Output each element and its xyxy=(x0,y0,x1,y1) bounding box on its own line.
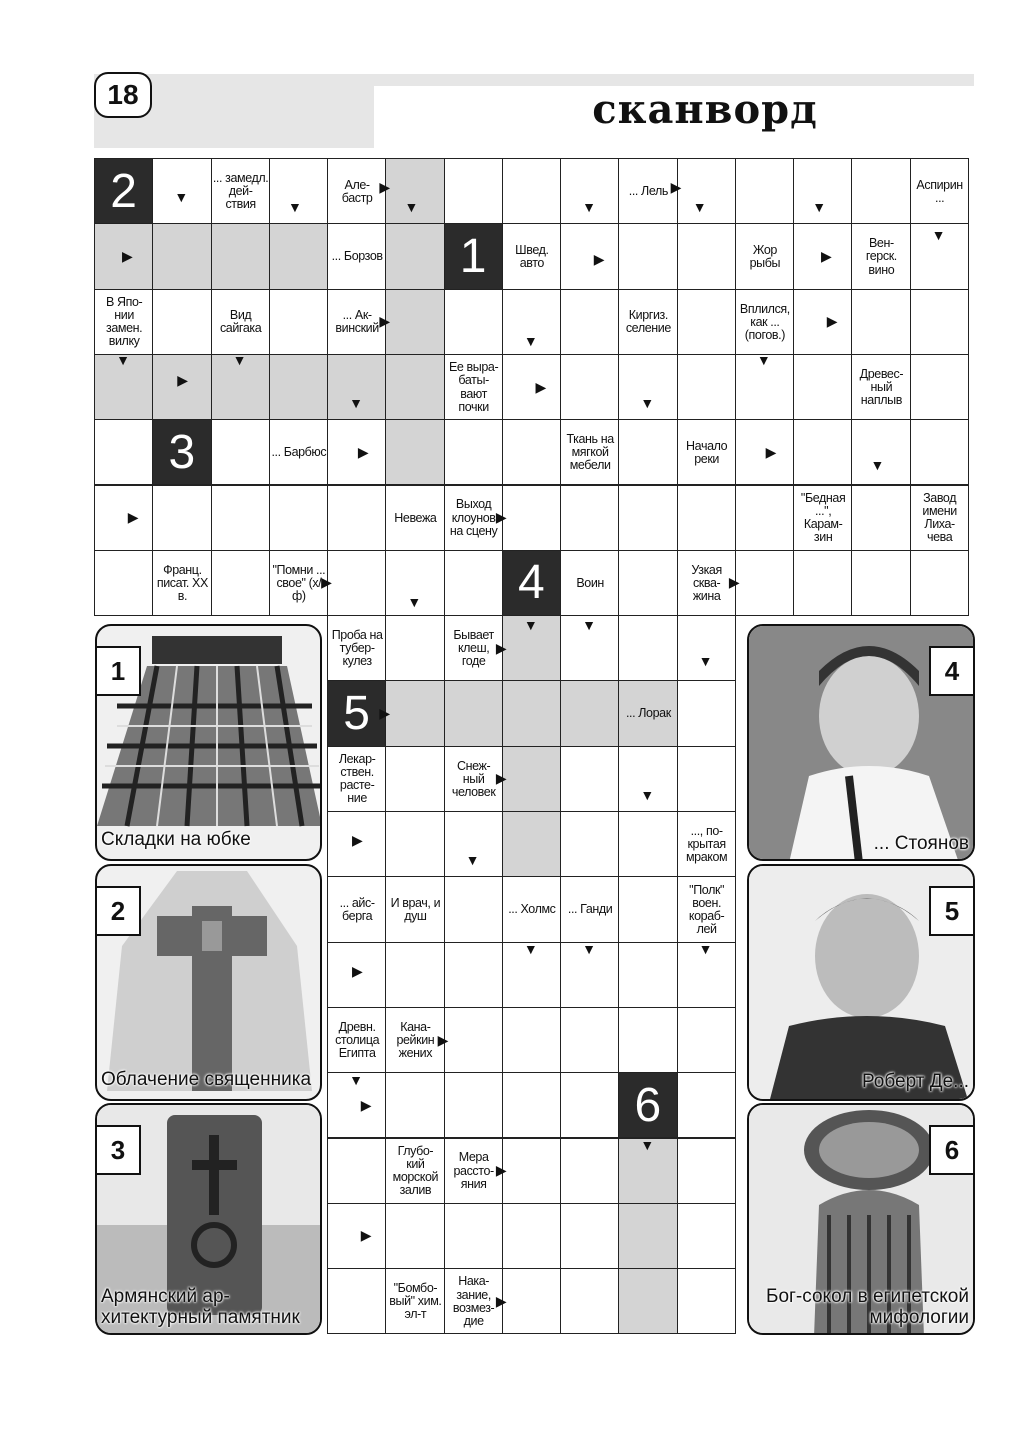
answer-cell[interactable] xyxy=(444,1072,503,1138)
answer-cell[interactable] xyxy=(502,158,561,224)
answer-cell[interactable] xyxy=(735,158,794,224)
answer-cell[interactable] xyxy=(269,354,328,420)
answer-cell[interactable] xyxy=(269,289,328,355)
answer-cell[interactable] xyxy=(444,680,503,746)
clue-cell xyxy=(327,876,386,942)
arrow-right-icon: ▶ xyxy=(379,705,391,722)
photo-number: 6 xyxy=(929,1125,975,1175)
clue-text: Вид сайгака xyxy=(219,308,262,336)
answer-cell[interactable] xyxy=(152,485,211,551)
answer-cell[interactable] xyxy=(502,1007,561,1073)
clue-text: Выход клоунов на сцену xyxy=(449,497,498,538)
answer-cell[interactable] xyxy=(851,289,910,355)
answer-cell[interactable] xyxy=(560,1203,619,1269)
answer-cell[interactable] xyxy=(502,419,561,485)
answer-cell[interactable] xyxy=(560,746,619,812)
clue-text: "Полк" воен. кораб- лей xyxy=(688,882,725,937)
clue-cell xyxy=(269,419,328,485)
arrow-right-icon: ▶ xyxy=(121,247,133,264)
clue-text: И врач, и душ xyxy=(390,895,441,923)
answer-cell[interactable] xyxy=(677,485,736,551)
clue-text: Завод имени Лиха- чева xyxy=(922,490,957,545)
answer-cell[interactable] xyxy=(677,680,736,746)
answer-cell[interactable] xyxy=(618,942,677,1008)
arrow-right-icon: ▶ xyxy=(352,832,363,849)
arrow-down-icon: ▼ xyxy=(756,352,771,369)
arrow-right-icon: ▶ xyxy=(360,1096,372,1113)
answer-cell[interactable] xyxy=(444,158,503,224)
clue-cell xyxy=(211,289,270,355)
arrow-down-icon: ▼ xyxy=(523,332,538,349)
clue-text: ... Борзов xyxy=(331,249,383,264)
photo-number: 5 xyxy=(929,886,975,936)
answer-cell[interactable] xyxy=(152,289,211,355)
arrow-down-icon: ▼ xyxy=(698,652,713,669)
clue-cell xyxy=(269,550,328,616)
answer-cell[interactable] xyxy=(385,419,444,485)
answer-cell[interactable] xyxy=(677,746,736,812)
clue-cell xyxy=(444,746,503,812)
clue-cell xyxy=(618,680,677,746)
arrow-down-icon: ▼ xyxy=(582,616,596,633)
clue-cell xyxy=(327,1007,386,1073)
clue-text: Ее выра- баты- вают почки xyxy=(448,360,499,414)
clue-text: ... Ганди xyxy=(567,902,613,917)
clue-text: Жор рыбы xyxy=(749,242,781,270)
photo-skirt xyxy=(95,624,322,861)
clue-text: Снеж- ный человек xyxy=(451,758,496,799)
answer-cell[interactable] xyxy=(793,289,852,355)
arrow-right-icon: ▶ xyxy=(495,1162,507,1179)
clue-cell xyxy=(327,615,386,681)
photo-caption: Роберт Де... xyxy=(861,1071,969,1093)
answer-cell[interactable] xyxy=(560,811,619,877)
clue-text: Невежа xyxy=(394,510,437,525)
answer-cell[interactable] xyxy=(385,354,444,420)
number-cell: 3 xyxy=(152,419,211,485)
number-cell: 6 xyxy=(618,1072,677,1138)
arrow-down-icon: ▼ xyxy=(287,198,302,215)
clue-text: Начало реки xyxy=(686,438,728,466)
arrow-down-icon: ▼ xyxy=(640,394,655,411)
answer-cell[interactable] xyxy=(385,746,444,812)
answer-cell[interactable] xyxy=(444,419,503,485)
answer-cell[interactable] xyxy=(444,942,503,1008)
clue-cell xyxy=(327,289,386,355)
clue-cell xyxy=(677,419,736,485)
answer-cell[interactable] xyxy=(152,223,211,289)
arrow-down-icon: ▼ xyxy=(812,198,827,215)
arrow-down-icon: ▼ xyxy=(692,198,707,215)
answer-cell[interactable] xyxy=(910,354,969,420)
clue-text: Кана- рейкин жених xyxy=(396,1019,435,1061)
clue-text: Воин xyxy=(576,575,604,590)
arrow-down-icon: ▼ xyxy=(407,594,422,611)
clue-cell xyxy=(385,1007,444,1073)
arrow-down-icon: ▼ xyxy=(116,352,130,369)
arrow-right-icon: ▶ xyxy=(177,372,189,389)
answer-cell[interactable] xyxy=(385,1072,444,1138)
clue-cell xyxy=(327,223,386,289)
answer-cell[interactable] xyxy=(677,223,736,289)
clue-cell xyxy=(560,550,619,616)
answer-cell[interactable] xyxy=(502,811,561,877)
answer-cell[interactable] xyxy=(560,223,619,289)
arrow-right-icon: ▶ xyxy=(535,378,547,395)
answer-cell[interactable] xyxy=(677,354,736,420)
clue-text: Вен- герск. вино xyxy=(865,236,897,277)
answer-cell[interactable] xyxy=(793,419,852,485)
clue-text: ... Холмс xyxy=(508,902,556,917)
arrow-right-icon: ▶ xyxy=(352,962,363,979)
answer-cell[interactable] xyxy=(735,419,794,485)
photo-number: 4 xyxy=(929,646,975,696)
clue-cell xyxy=(327,746,386,812)
arrow-down-icon: ▼ xyxy=(640,786,655,803)
clue-text: Але- бастр xyxy=(341,177,373,205)
photo-khachkar xyxy=(95,1103,322,1335)
clue-cell xyxy=(735,223,794,289)
arrow-right-icon: ▶ xyxy=(321,574,332,591)
arrow-down-icon: ▼ xyxy=(174,189,189,206)
arrow-down-icon: ▼ xyxy=(931,227,946,244)
answer-cell[interactable] xyxy=(618,1007,677,1073)
answer-cell[interactable] xyxy=(560,485,619,551)
answer-cell[interactable] xyxy=(735,550,794,616)
arrow-right-icon: ▶ xyxy=(495,770,507,787)
answer-cell[interactable] xyxy=(560,289,619,355)
answer-cell[interactable] xyxy=(444,1203,503,1269)
clue-text: ... Ак- винский xyxy=(335,308,379,336)
arrow-right-icon: ▶ xyxy=(593,251,605,268)
arrow-right-icon: ▶ xyxy=(379,313,391,330)
arrow-down-icon: ▼ xyxy=(640,1137,655,1154)
answer-cell[interactable] xyxy=(269,223,328,289)
answer-cell[interactable] xyxy=(94,485,153,551)
answer-cell[interactable] xyxy=(385,615,444,681)
answer-cell[interactable] xyxy=(618,223,677,289)
answer-cell[interactable] xyxy=(502,354,561,420)
page-title: сканворд xyxy=(592,86,818,133)
clue-cell xyxy=(444,354,503,420)
clue-text: "Бомбо- вый" хим. эл-т xyxy=(389,1281,442,1322)
clue-cell xyxy=(444,615,503,681)
answer-cell[interactable] xyxy=(618,876,677,942)
clue-cell xyxy=(851,354,910,420)
answer-cell[interactable] xyxy=(851,158,910,224)
clue-text: Ткань на мягкой мебели xyxy=(566,432,614,473)
answer-cell[interactable] xyxy=(560,1072,619,1138)
answer-cell[interactable] xyxy=(502,485,561,551)
answer-cell[interactable] xyxy=(851,485,910,551)
answer-cell[interactable] xyxy=(560,1138,619,1204)
clue-cell xyxy=(444,1138,503,1204)
answer-cell[interactable] xyxy=(444,1007,503,1073)
answer-cell[interactable] xyxy=(211,223,270,289)
clue-text: Киргиз. селение xyxy=(625,308,671,336)
clue-text: Аспирин ... xyxy=(916,177,963,205)
photo-number: 2 xyxy=(95,886,141,936)
answer-cell[interactable] xyxy=(211,485,270,551)
answer-cell[interactable] xyxy=(618,419,677,485)
clue-text: Нака- зание, возмез- дие xyxy=(452,1274,495,1328)
arrow-right-icon: ▶ xyxy=(820,247,832,264)
clue-cell xyxy=(735,289,794,355)
clue-cell xyxy=(560,419,619,485)
clue-text: Узкая сква- жина xyxy=(691,562,722,603)
clue-text: ... айс- берга xyxy=(339,895,375,923)
number-cell: 2 xyxy=(94,158,153,224)
answer-cell[interactable] xyxy=(560,354,619,420)
answer-cell[interactable] xyxy=(269,485,328,551)
clue-cell xyxy=(385,876,444,942)
arrow-right-icon: ▶ xyxy=(495,639,507,656)
answer-cell[interactable] xyxy=(677,1203,736,1269)
clue-cell xyxy=(910,158,969,224)
answer-cell[interactable] xyxy=(560,1007,619,1073)
answer-cell[interactable] xyxy=(910,550,969,616)
clue-cell xyxy=(444,485,503,551)
arrow-down-icon: ▼ xyxy=(698,941,713,958)
clue-cell xyxy=(444,1268,503,1334)
photo-caption: ... Стоянов xyxy=(873,833,969,855)
answer-cell[interactable] xyxy=(677,1268,736,1334)
clue-text: Древес- ный наплыв xyxy=(859,366,904,408)
answer-cell[interactable] xyxy=(211,419,270,485)
photo-caption: Армянский ар- хитектурный памятник xyxy=(101,1286,300,1329)
clue-cell xyxy=(385,1138,444,1204)
photo-caption: Бог-сокол в египетской мифологии xyxy=(765,1286,969,1329)
arrow-down-icon: ▼ xyxy=(523,616,538,633)
answer-cell[interactable] xyxy=(677,1138,736,1204)
clue-cell xyxy=(910,485,969,551)
arrow-right-icon: ▶ xyxy=(360,1227,372,1244)
arrow-down-icon: ▼ xyxy=(465,851,480,868)
clue-cell xyxy=(793,485,852,551)
answer-cell[interactable] xyxy=(94,419,153,485)
photo-vestment xyxy=(95,864,322,1101)
answer-cell[interactable] xyxy=(560,1268,619,1334)
answer-cell[interactable] xyxy=(618,1203,677,1269)
photo-horus xyxy=(747,1103,975,1335)
answer-cell[interactable] xyxy=(502,1138,561,1204)
answer-cell[interactable] xyxy=(385,289,444,355)
arrow-right-icon: ▶ xyxy=(357,443,369,460)
answer-cell[interactable] xyxy=(94,550,153,616)
clue-cell xyxy=(677,550,736,616)
arrow-down-icon: ▼ xyxy=(582,198,596,215)
photo-caption: Облачение священника xyxy=(101,1069,312,1091)
arrow-down-icon: ▼ xyxy=(349,1072,363,1089)
clue-text: Франц. писат. XX в. xyxy=(156,562,208,603)
answer-cell[interactable] xyxy=(444,550,503,616)
page-number: 18 xyxy=(94,72,152,118)
clue-text: Швед. авто xyxy=(515,242,549,270)
arrow-down-icon: ▼ xyxy=(523,941,538,958)
clue-cell xyxy=(327,158,386,224)
answer-cell[interactable] xyxy=(735,485,794,551)
answer-cell[interactable] xyxy=(327,550,386,616)
clue-cell xyxy=(618,158,677,224)
answer-cell[interactable] xyxy=(618,615,677,681)
clue-text: Древн. столица Египта xyxy=(335,1019,380,1061)
clue-cell xyxy=(94,289,153,355)
answer-cell[interactable] xyxy=(502,1203,561,1269)
photo-stoyanov xyxy=(747,624,975,861)
clue-text: ... Лель xyxy=(628,184,668,199)
answer-cell[interactable] xyxy=(327,1203,386,1269)
answer-cell[interactable] xyxy=(677,289,736,355)
answer-cell[interactable] xyxy=(385,811,444,877)
answer-cell[interactable] xyxy=(677,1072,736,1138)
arrow-down-icon: ▼ xyxy=(232,352,247,369)
answer-cell[interactable] xyxy=(618,811,677,877)
answer-cell[interactable] xyxy=(385,1203,444,1269)
answer-cell[interactable] xyxy=(327,1138,386,1204)
clue-text: "Бедная ...", Карам- зин xyxy=(800,490,846,545)
answer-cell[interactable] xyxy=(502,1072,561,1138)
answer-cell[interactable] xyxy=(502,680,561,746)
clue-text: ... Барбюс xyxy=(271,445,327,460)
number-cell: 5 xyxy=(327,680,386,746)
clue-text: Вплился, как ... (погов.) xyxy=(739,301,790,342)
arrow-right-icon: ▶ xyxy=(765,443,777,460)
arrow-down-icon: ▼ xyxy=(870,456,885,473)
arrow-right-icon: ▶ xyxy=(495,1292,507,1309)
answer-cell[interactable] xyxy=(618,550,677,616)
clue-text: В Япо- нии замен. вилку xyxy=(105,294,143,349)
answer-cell[interactable] xyxy=(793,354,852,420)
clue-cell xyxy=(851,223,910,289)
clue-cell xyxy=(385,485,444,551)
photo-caption: Складки на юбке xyxy=(101,829,251,851)
clue-text: Бывает клеш, годе xyxy=(453,628,494,669)
answer-cell[interactable] xyxy=(502,746,561,812)
answer-cell[interactable] xyxy=(677,1007,736,1073)
answer-cell[interactable] xyxy=(851,419,910,485)
answer-cell[interactable] xyxy=(618,1268,677,1334)
photo-number: 1 xyxy=(95,646,141,696)
clue-text: Глубо- кий морской залив xyxy=(392,1143,439,1198)
clue-cell xyxy=(677,811,736,877)
clue-text: Проба на тубер- кулез xyxy=(331,628,383,669)
answer-cell[interactable] xyxy=(677,615,736,681)
answer-cell[interactable] xyxy=(560,680,619,746)
answer-cell[interactable] xyxy=(618,485,677,551)
clue-cell xyxy=(677,876,736,942)
arrow-right-icon: ▶ xyxy=(379,179,391,196)
clue-text: ..., по- крытая мраком xyxy=(685,823,728,865)
answer-cell[interactable] xyxy=(327,419,386,485)
answer-cell[interactable] xyxy=(444,289,503,355)
answer-cell[interactable] xyxy=(327,485,386,551)
answer-cell[interactable] xyxy=(851,550,910,616)
answer-cell[interactable] xyxy=(385,942,444,1008)
answer-cell[interactable] xyxy=(444,876,503,942)
answer-cell[interactable] xyxy=(502,1268,561,1334)
clue-text: Лекар- ствен. расте- ние xyxy=(338,752,376,806)
clue-text: ... Лорак xyxy=(625,706,671,721)
clue-cell xyxy=(502,876,561,942)
arrow-right-icon: ▶ xyxy=(495,509,507,526)
answer-cell[interactable] xyxy=(385,680,444,746)
answer-cell[interactable] xyxy=(385,223,444,289)
clue-cell xyxy=(385,1268,444,1334)
clue-text: Мера рассто- яния xyxy=(453,1150,494,1191)
arrow-down-icon: ▼ xyxy=(349,394,363,411)
clue-cell xyxy=(211,158,270,224)
arrow-right-icon: ▶ xyxy=(127,509,139,526)
arrow-right-icon: ▶ xyxy=(670,179,682,196)
arrow-right-icon: ▶ xyxy=(437,1031,449,1048)
clue-cell xyxy=(560,876,619,942)
answer-cell[interactable] xyxy=(910,419,969,485)
photo-number: 3 xyxy=(95,1125,141,1175)
clue-text: "Помни ... свое" (х/ф) xyxy=(272,562,326,603)
number-cell: 4 xyxy=(502,550,561,616)
clue-cell xyxy=(618,289,677,355)
arrow-down-icon: ▼ xyxy=(404,198,419,215)
arrow-down-icon: ▼ xyxy=(582,941,596,958)
answer-cell[interactable] xyxy=(910,289,969,355)
number-cell: 1 xyxy=(444,223,503,289)
clue-cell xyxy=(152,550,211,616)
arrow-right-icon: ▶ xyxy=(728,574,740,591)
answer-cell[interactable] xyxy=(793,550,852,616)
answer-cell[interactable] xyxy=(327,1268,386,1334)
clue-cell xyxy=(502,223,561,289)
clue-text: ... замедл. дей- ствия xyxy=(212,170,269,212)
photo-de-niro xyxy=(747,864,975,1101)
answer-cell[interactable] xyxy=(211,550,270,616)
arrow-right-icon: ▶ xyxy=(826,313,838,330)
